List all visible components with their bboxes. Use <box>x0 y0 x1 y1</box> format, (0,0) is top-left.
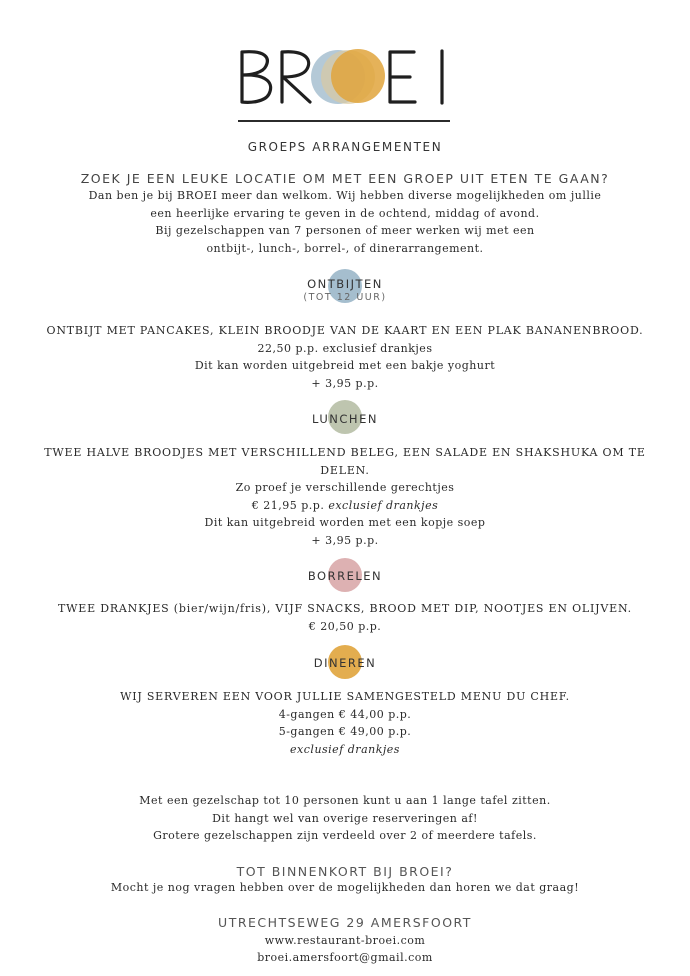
offer-extra: Dit kan uitgebreid worden met een kopje soep <box>204 516 486 529</box>
intro-line: ontbijt-, lunch-, borrel-, of dinerarrangement. <box>206 241 484 255</box>
section-lunchen-body <box>0 444 690 549</box>
offer-price-line <box>0 497 690 515</box>
contact-website[interactable]: www.restaurant-broei.com <box>264 934 426 947</box>
intro-line: Dan ben je bij BROEI meer dan welkom. Wij hebben diverse mogelijkheden om jullie <box>88 189 602 202</box>
offer-extra: Dit kan worden uitgebreid met een bakje yoghurt <box>194 359 496 372</box>
contact-email[interactable]: broei.amersfoort@gmail.com <box>257 951 433 964</box>
intro-question: ZOEK JE EEN LEUKE LOCATIE OM MET EEN GROEP UIT ETEN TE GAAN? <box>80 171 610 186</box>
offer-extra-price: + 3,95 p.p. <box>311 376 379 390</box>
offer-price: € 21,95 p.p. <box>251 498 325 512</box>
intro-text <box>0 187 690 257</box>
section-ontbijten-header <box>0 269 690 303</box>
page-title: GROEPS ARRANGEMENTEN <box>247 140 443 154</box>
offer-extra-price: + 3,95 p.p. <box>311 533 379 547</box>
offer-price-4: 4-gangen € 44,00 p.p. <box>278 707 412 721</box>
seating-line: Met een gezelschap tot 10 personen kunt u aan 1 lange tafel zitten. <box>139 794 551 807</box>
section-ontbijten-body <box>0 322 690 392</box>
offer-description-cont: DELEN. <box>320 463 370 477</box>
offer-description: WIJ SERVEREN EEN VOOR JULLIE SAMENGESTELD MENU DU CHEF. <box>120 690 570 703</box>
intro-line: Bij gezelschappen van 7 personen of meer werken wij met een <box>155 224 535 237</box>
section-dineren-header <box>0 645 690 670</box>
broei-logo <box>236 44 452 108</box>
section-dineren-body <box>0 688 690 758</box>
section-title: DINEREN <box>313 656 377 670</box>
seating-info <box>0 792 690 845</box>
logo-divider <box>238 120 450 122</box>
offer-price: € 20,50 p.p. <box>308 619 382 633</box>
section-borrelen-body <box>0 600 690 635</box>
offer-price: 22,50 p.p. exclusief drankjes <box>257 341 433 355</box>
offer-note: Zo proef je verschillende gerechtjes <box>235 481 455 494</box>
seating-line: Dit hangt wel van overige reserveringen af! <box>212 811 478 825</box>
section-subtitle: (TOT 12 UUR) <box>303 292 387 303</box>
offer-description: TWEE DRANKJES (bier/wijn/fris), VIJF SNACKS, BROOD MET DIP, NOOTJES EN OLIJVEN. <box>58 602 632 615</box>
section-title: LUNCHEN <box>312 412 378 426</box>
closing-title: TOT BINNENKORT BIJ BROEI? <box>236 864 454 879</box>
offer-exclusive: exclusief drankjes <box>328 498 439 512</box>
section-title: ONTBIJTEN <box>307 277 383 291</box>
offer-exclusive: exclusief drankjes <box>290 742 400 756</box>
section-title: BORRELEN <box>307 569 383 583</box>
offer-description: ONTBIJT MET PANCAKES, KLEIN BROODJE VAN DE KAART EN EEN PLAK BANANENBROOD. <box>46 324 644 337</box>
intro-line: een heerlijke ervaring te geven in de ochtend, middag of avond. <box>150 206 540 220</box>
broei-logo-mark <box>236 44 452 108</box>
section-borrelen-header <box>0 558 690 583</box>
offer-price-5: 5-gangen € 49,00 p.p. <box>278 725 412 738</box>
offer-description: TWEE HALVE BROODJES MET VERSCHILLEND BELEG, EEN SALADE EN SHAKSHUKA OM TE <box>44 446 646 459</box>
seating-line: Grotere gezelschappen zijn verdeeld over 2 of meerdere tafels. <box>153 829 537 842</box>
contact-address: UTRECHTSEWEG 29 AMERSFOORT <box>218 915 472 930</box>
closing-text: Mocht je nog vragen hebben over de mogelijkheden dan horen we dat graag! <box>110 881 580 894</box>
section-lunchen-header <box>0 400 690 426</box>
